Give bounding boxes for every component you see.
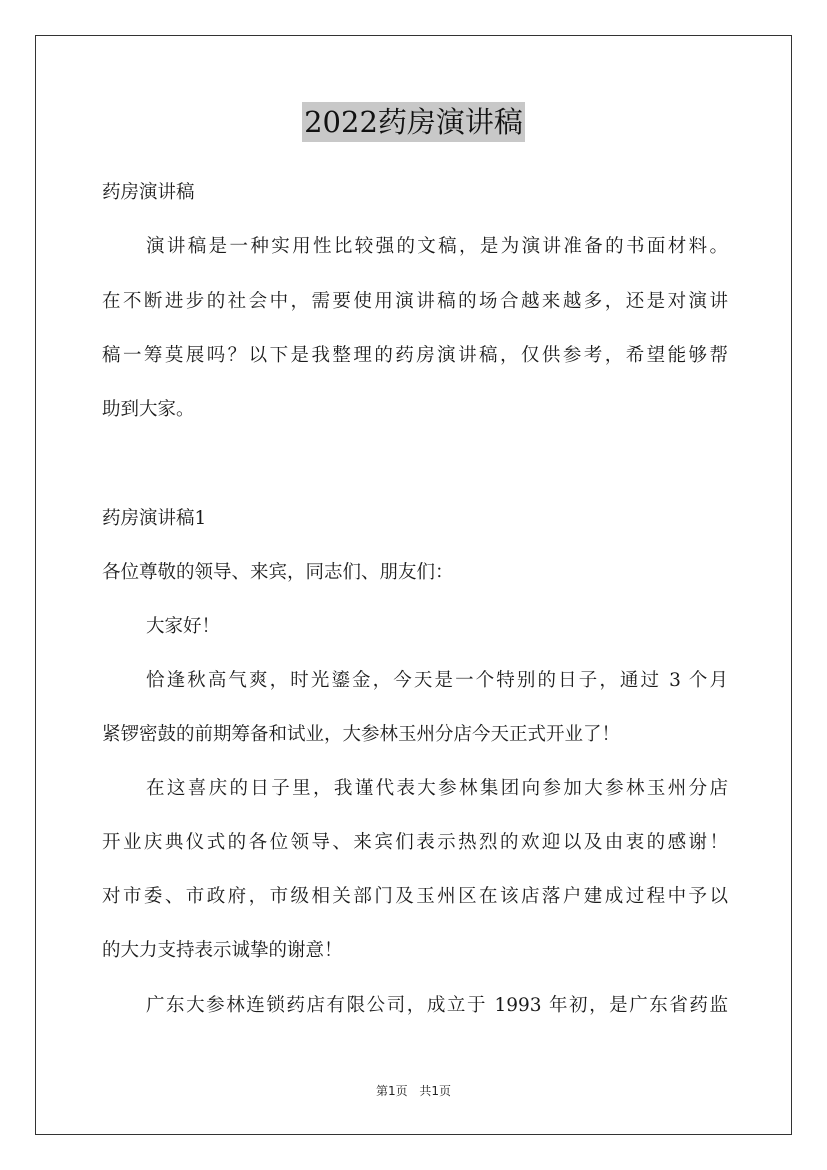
paragraph-line: 开业庆典仪式的各位领导、来宾们表示热烈的欢迎以及由衷的感谢！ [102, 832, 728, 853]
paragraph-line: 对市委、市政府，市级相关部门及玉州区在该店落户建成过程中予以 [102, 886, 728, 907]
intro-line: 稿一筹莫展吗？以下是我整理的药房演讲稿，仅供参考，希望能够帮 [102, 345, 728, 366]
document-title: 2022药房演讲稿 [302, 102, 525, 142]
page-footer [0, 1083, 827, 1099]
title-container [0, 102, 827, 142]
paragraph-line: 在这喜庆的日子里，我谨代表大参林集团向参加大参林玉州分店 [146, 778, 728, 799]
section-heading: 药房演讲稿1 [102, 508, 207, 529]
paragraph-line: 的大力支持表示诚挚的谢意！ [102, 940, 343, 961]
page-total: 共1页 [419, 1084, 452, 1098]
intro-line: 演讲稿是一种实用性比较强的文稿，是为演讲准备的书面材料。 [146, 236, 728, 257]
hello-line: 大家好！ [146, 616, 221, 637]
paragraph-line: 广东大参林连锁药店有限公司，成立于 1993 年初，是广东省药监 [146, 995, 728, 1016]
greeting-line: 各位尊敬的领导、来宾，同志们、朋友们： [102, 562, 454, 583]
page-number: 第1页 [375, 1084, 408, 1098]
intro-line: 助到大家。 [102, 399, 195, 420]
paragraph-line: 恰逢秋高气爽，时光鎏金，今天是一个特别的日子，通过 3 个月 [146, 670, 728, 691]
intro-line: 在不断进步的社会中，需要使用演讲稿的场合越来越多，还是对演讲 [102, 291, 728, 312]
subtitle: 药房演讲稿 [102, 182, 195, 203]
paragraph-line: 紧锣密鼓的前期筹备和试业，大参林玉州分店今天正式开业了！ [102, 724, 621, 745]
